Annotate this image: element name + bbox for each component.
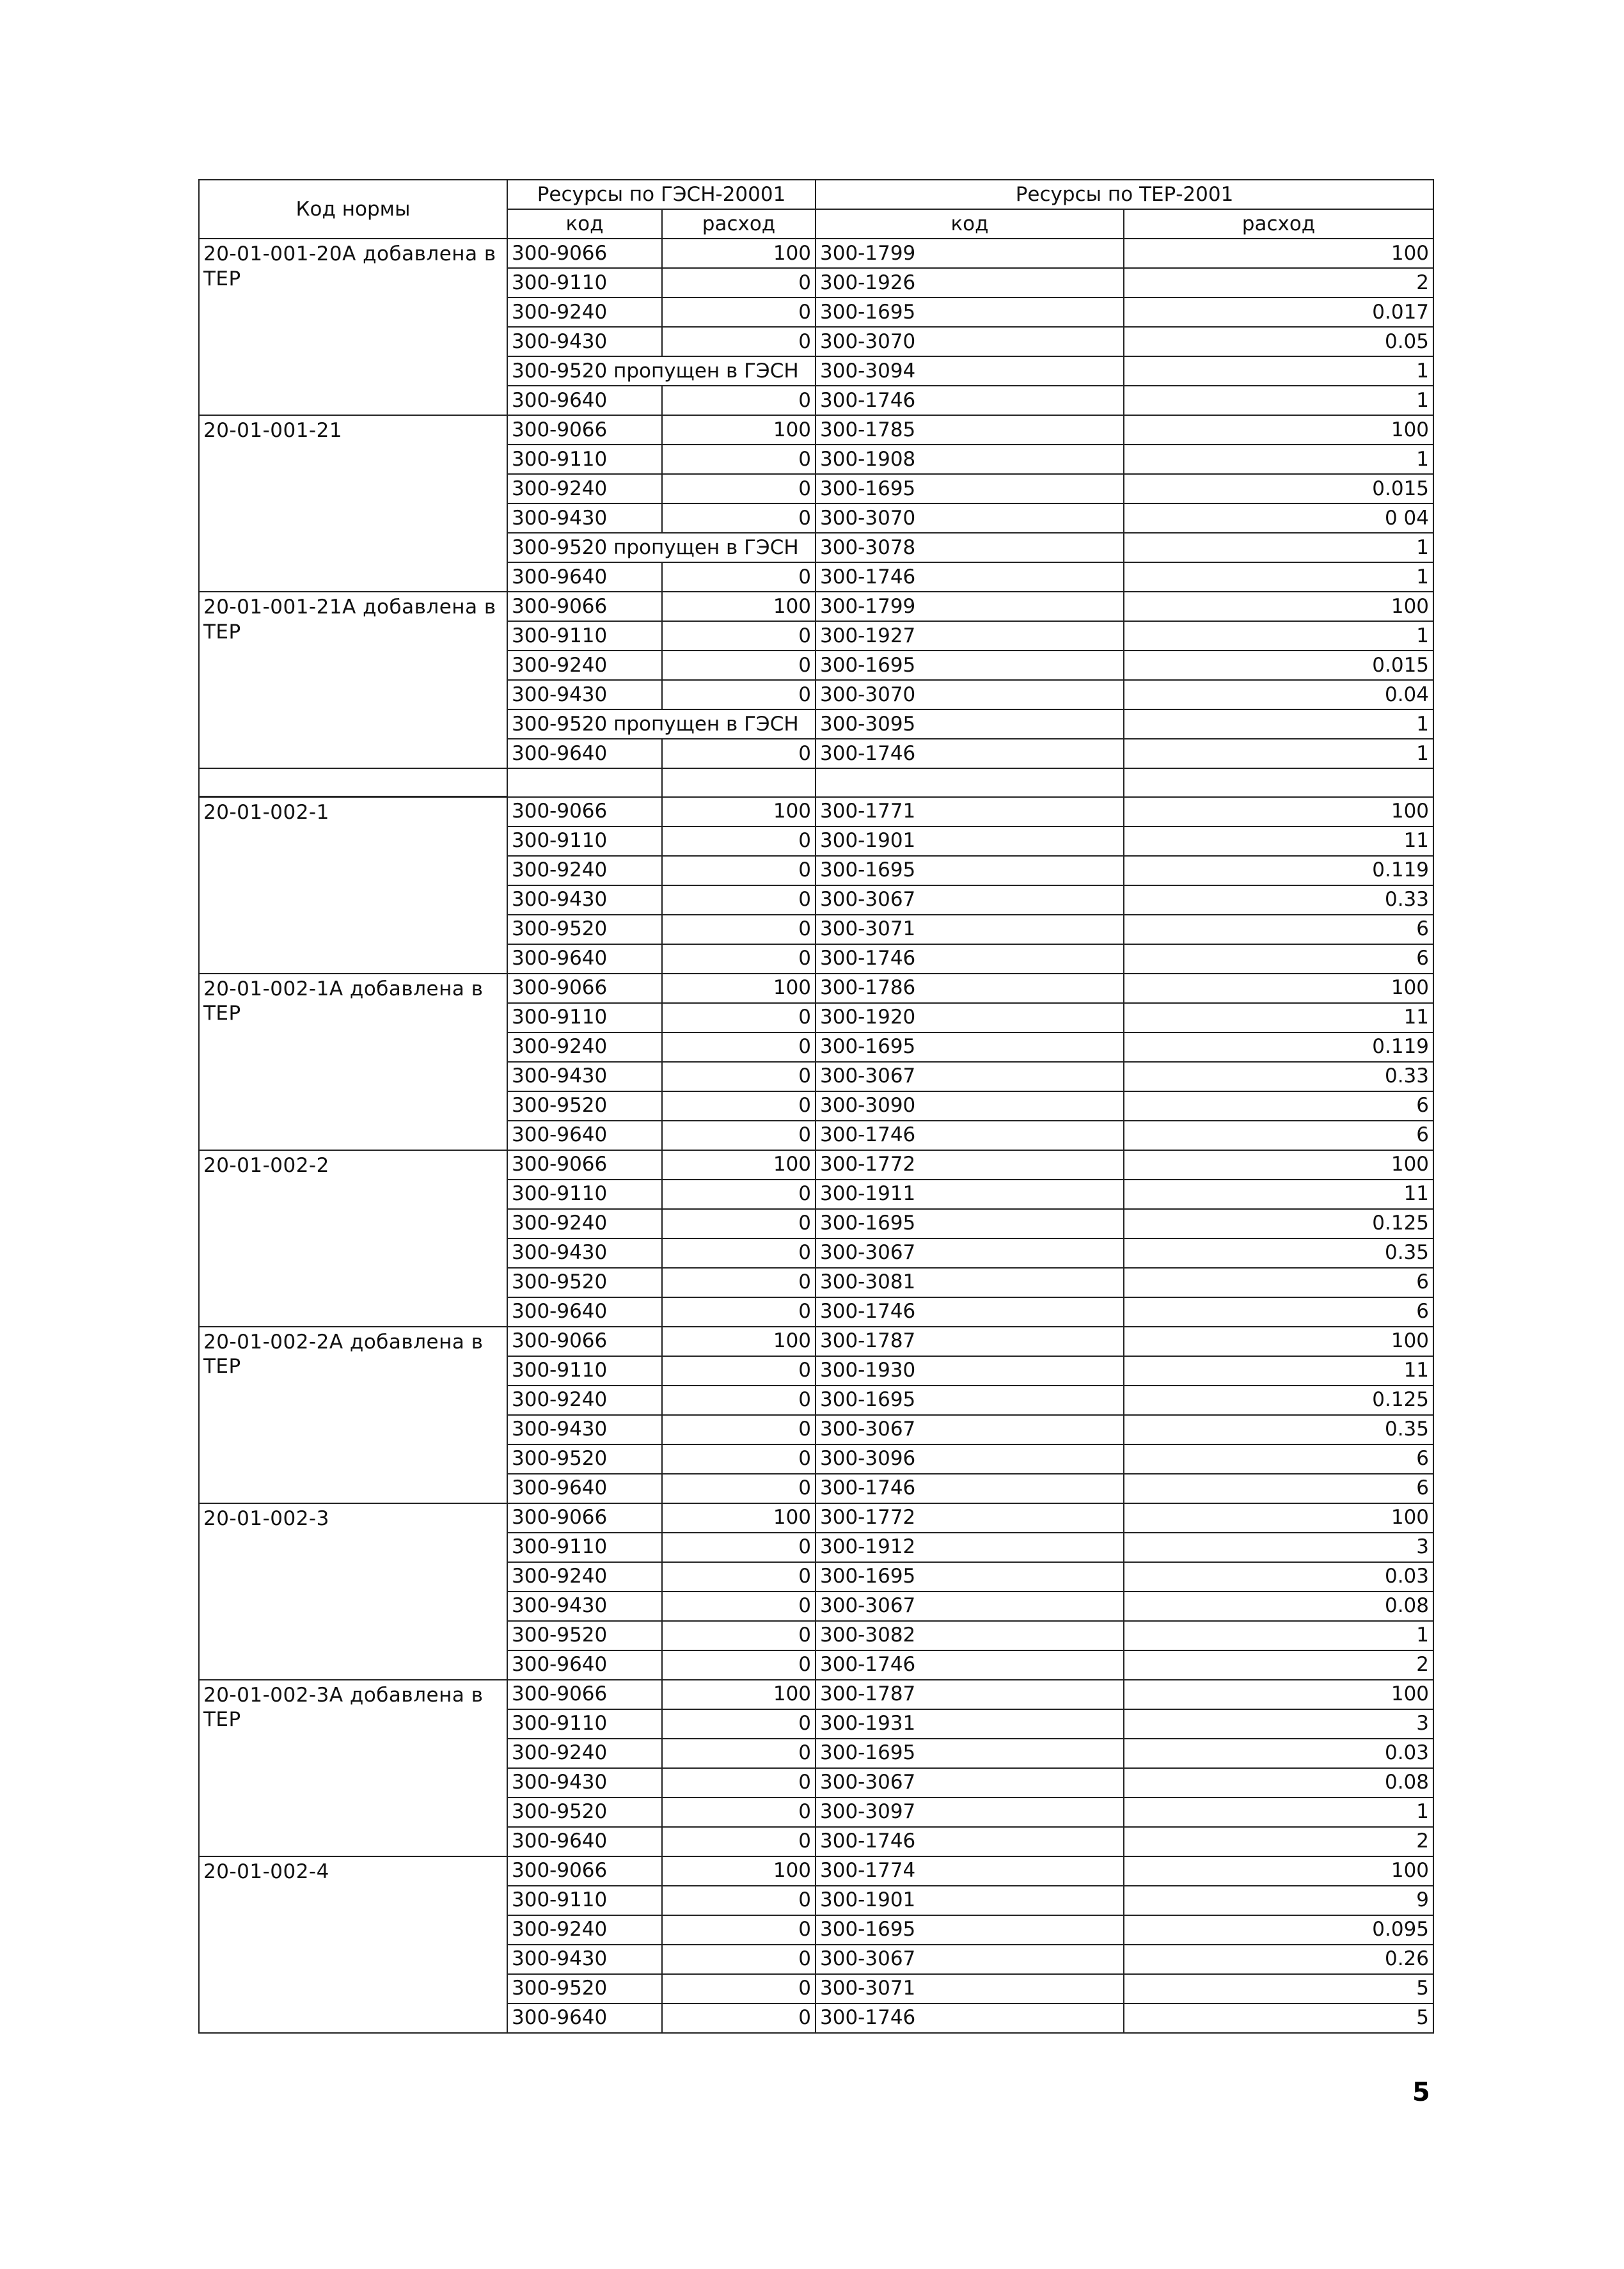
norm-code-cell: 20-01-001-21 — [199, 415, 507, 592]
gesn-code-cell: 300-9240 — [507, 1209, 662, 1238]
ter-code-cell: 300-3070 — [816, 680, 1124, 709]
gesn-code-cell: 300-9110 — [507, 1886, 662, 1915]
norm-code-cell: 20-01-002-3 — [199, 1503, 507, 1680]
gesn-code-cell: 300-9066 — [507, 592, 662, 621]
ter-code-cell: 300-1695 — [816, 856, 1124, 885]
ter-rate-cell: 100 — [1124, 797, 1433, 826]
gesn-code-cell: 300-9520 — [507, 1268, 662, 1297]
ter-code-cell: 300-1772 — [816, 1503, 1124, 1533]
gesn-rate-cell: 0 — [662, 1533, 816, 1562]
empty-cell — [507, 768, 662, 797]
ter-code-cell: 300-1787 — [816, 1680, 1124, 1709]
gesn-rate-cell: 0 — [662, 1444, 816, 1474]
ter-rate-cell: 3 — [1124, 1533, 1433, 1562]
table-body — [199, 239, 1433, 2033]
ter-rate-cell: 100 — [1124, 1150, 1433, 1180]
ter-code-cell: 300-1908 — [816, 445, 1124, 474]
gesn-code-cell: 300-9066 — [507, 1327, 662, 1356]
gesn-code-cell: 300-9520 пропущен в ГЭСН — [507, 709, 816, 739]
gesn-code-cell: 300-9110 — [507, 1356, 662, 1386]
ter-code-cell: 300-3090 — [816, 1091, 1124, 1121]
table-row — [199, 415, 1433, 445]
gesn-rate-cell: 100 — [662, 1503, 816, 1533]
ter-code-cell: 300-1927 — [816, 621, 1124, 651]
ter-rate-header: расход — [1124, 209, 1433, 239]
ter-rate-cell: 100 — [1124, 1856, 1433, 1886]
ter-code-cell: 300-1746 — [816, 2004, 1124, 2033]
ter-rate-cell: 0.119 — [1124, 1032, 1433, 1062]
norm-code-header: Код нормы — [199, 180, 507, 239]
norm-code-cell: 20-01-002-4 — [199, 1856, 507, 2033]
gesn-code-cell: 300-9430 — [507, 1415, 662, 1444]
ter-code-cell: 300-1746 — [816, 1121, 1124, 1150]
ter-code-cell: 300-1746 — [816, 386, 1124, 415]
ter-code-cell: 300-1746 — [816, 1827, 1124, 1856]
empty-cell — [1124, 768, 1433, 797]
gesn-rate-cell: 0 — [662, 268, 816, 297]
ter-rate-cell: 6 — [1124, 1268, 1433, 1297]
gesn-code-cell: 300-9066 — [507, 415, 662, 445]
gesn-code-cell: 300-9430 — [507, 327, 662, 356]
ter-rate-cell: 6 — [1124, 1474, 1433, 1503]
gesn-code-cell: 300-9640 — [507, 1827, 662, 1856]
ter-rate-cell: 1 — [1124, 1621, 1433, 1650]
gesn-rate-cell: 0 — [662, 1180, 816, 1209]
ter-rate-cell: 0.125 — [1124, 1209, 1433, 1238]
ter-code-cell: 300-1901 — [816, 1886, 1124, 1915]
gesn-code-cell: 300-9066 — [507, 797, 662, 826]
gesn-code-cell: 300-9640 — [507, 944, 662, 974]
gesn-rate-cell: 0 — [662, 651, 816, 680]
gesn-code-cell: 300-9520 — [507, 1621, 662, 1650]
ter-code-cell: 300-3067 — [816, 885, 1124, 915]
norm-code-cell: 20-01-002-2А добавлена в ТЕР — [199, 1327, 507, 1503]
gesn-rate-cell: 0 — [662, 562, 816, 592]
ter-rate-cell: 0.26 — [1124, 1945, 1433, 1974]
ter-code-cell: 300-3067 — [816, 1592, 1124, 1621]
gesn-code-cell: 300-9110 — [507, 1533, 662, 1562]
gesn-rate-cell: 0 — [662, 1091, 816, 1121]
gesn-code-cell: 300-9240 — [507, 856, 662, 885]
ter-code-cell: 300-1912 — [816, 1533, 1124, 1562]
gesn-rate-cell: 0 — [662, 1739, 816, 1768]
ter-code-cell: 300-1746 — [816, 1297, 1124, 1327]
gesn-code-cell: 300-9066 — [507, 1680, 662, 1709]
gesn-code-cell: 300-9240 — [507, 1915, 662, 1945]
ter-rate-cell: 0.05 — [1124, 327, 1433, 356]
gesn-code-cell: 300-9240 — [507, 1562, 662, 1592]
norm-code-cell: 20-01-002-1 — [199, 797, 507, 974]
gesn-code-cell: 300-9066 — [507, 1856, 662, 1886]
gesn-code-cell: 300-9430 — [507, 1062, 662, 1091]
gesn-code-cell: 300-9640 — [507, 1297, 662, 1327]
gesn-rate-cell: 100 — [662, 974, 816, 1003]
gesn-rate-cell: 0 — [662, 1798, 816, 1827]
ter-code-cell: 300-1695 — [816, 1032, 1124, 1062]
gesn-code-cell: 300-9240 — [507, 1032, 662, 1062]
gesn-code-cell: 300-9430 — [507, 680, 662, 709]
ter-rate-cell: 6 — [1124, 1444, 1433, 1474]
ter-resources-header: Ресурсы по ТЕР-2001 — [816, 180, 1433, 209]
ter-code-cell: 300-1695 — [816, 1386, 1124, 1415]
ter-rate-cell: 11 — [1124, 1003, 1433, 1032]
gesn-code-cell: 300-9640 — [507, 562, 662, 592]
ter-code-cell: 300-1695 — [816, 1915, 1124, 1945]
gesn-rate-cell: 100 — [662, 797, 816, 826]
empty-cell — [662, 768, 816, 797]
ter-code-cell: 300-1746 — [816, 739, 1124, 768]
gesn-code-cell: 300-9640 — [507, 1121, 662, 1150]
gesn-code-cell: 300-9430 — [507, 1592, 662, 1621]
table-row — [199, 974, 1433, 1003]
ter-code-cell: 300-1695 — [816, 651, 1124, 680]
gesn-rate-cell: 0 — [662, 1121, 816, 1150]
ter-rate-cell: 0.04 — [1124, 680, 1433, 709]
gesn-code-cell: 300-9240 — [507, 1739, 662, 1768]
ter-rate-cell: 1 — [1124, 562, 1433, 592]
gesn-code-cell: 300-9640 — [507, 739, 662, 768]
gesn-rate-cell: 0 — [662, 1562, 816, 1592]
gesn-rate-cell: 0 — [662, 474, 816, 503]
ter-code-cell: 300-3097 — [816, 1798, 1124, 1827]
gesn-rate-cell: 0 — [662, 1386, 816, 1415]
ter-code-cell: 300-1920 — [816, 1003, 1124, 1032]
gesn-code-cell: 300-9110 — [507, 621, 662, 651]
gesn-rate-cell: 100 — [662, 415, 816, 445]
gesn-rate-cell: 0 — [662, 856, 816, 885]
ter-code-cell: 300-3070 — [816, 503, 1124, 533]
gesn-code-cell: 300-9110 — [507, 1180, 662, 1209]
gesn-code-cell: 300-9640 — [507, 386, 662, 415]
ter-rate-cell: 100 — [1124, 592, 1433, 621]
ter-code-cell: 300-3067 — [816, 1062, 1124, 1091]
page-number: 5 — [1412, 2078, 1430, 2107]
ter-rate-cell: 0.125 — [1124, 1386, 1433, 1415]
gesn-rate-cell: 0 — [662, 739, 816, 768]
resource-mapping-table — [198, 179, 1434, 2034]
gesn-rate-cell: 0 — [662, 1650, 816, 1680]
ter-code-cell: 300-1774 — [816, 1856, 1124, 1886]
ter-rate-cell: 2 — [1124, 1827, 1433, 1856]
gesn-rate-cell: 0 — [662, 1003, 816, 1032]
ter-rate-cell: 100 — [1124, 415, 1433, 445]
gesn-rate-cell: 0 — [662, 1621, 816, 1650]
gesn-code-cell: 300-9066 — [507, 1150, 662, 1180]
ter-rate-cell: 0.03 — [1124, 1739, 1433, 1768]
ter-code-cell: 300-1799 — [816, 239, 1124, 268]
gesn-rate-cell: 100 — [662, 1680, 816, 1709]
gesn-code-cell: 300-9066 — [507, 1503, 662, 1533]
ter-code-cell: 300-3067 — [816, 1238, 1124, 1268]
table-row — [199, 1503, 1433, 1533]
gesn-rate-cell: 0 — [662, 1886, 816, 1915]
gesn-code-cell: 300-9430 — [507, 1768, 662, 1798]
norm-code-cell: 20-01-002-3А добавлена в ТЕР — [199, 1680, 507, 1856]
ter-rate-cell: 3 — [1124, 1709, 1433, 1739]
gesn-rate-cell: 0 — [662, 1474, 816, 1503]
gesn-rate-cell: 0 — [662, 1238, 816, 1268]
ter-code-cell: 300-1786 — [816, 974, 1124, 1003]
gesn-code-cell: 300-9520 пропущен в ГЭСН — [507, 356, 816, 386]
ter-code-cell: 300-1746 — [816, 1650, 1124, 1680]
ter-rate-cell: 5 — [1124, 2004, 1433, 2033]
table-row — [199, 1327, 1433, 1356]
ter-rate-cell: 1 — [1124, 533, 1433, 562]
gesn-rate-cell: 0 — [662, 503, 816, 533]
gesn-rate-cell: 100 — [662, 592, 816, 621]
gesn-code-cell: 300-9240 — [507, 651, 662, 680]
gesn-rate-cell: 0 — [662, 1356, 816, 1386]
ter-rate-cell: 1 — [1124, 709, 1433, 739]
gesn-code-cell: 300-9240 — [507, 474, 662, 503]
ter-code-cell: 300-3078 — [816, 533, 1124, 562]
gesn-rate-cell: 100 — [662, 1856, 816, 1886]
spacer-row — [199, 768, 1433, 797]
ter-rate-cell: 1 — [1124, 739, 1433, 768]
gesn-rate-cell: 0 — [662, 445, 816, 474]
gesn-code-cell: 300-9110 — [507, 826, 662, 856]
gesn-code-cell: 300-9066 — [507, 974, 662, 1003]
gesn-rate-cell: 0 — [662, 386, 816, 415]
ter-code-cell: 300-1930 — [816, 1356, 1124, 1386]
norm-code-cell: 20-01-002-2 — [199, 1150, 507, 1327]
gesn-rate-cell: 100 — [662, 1150, 816, 1180]
ter-rate-cell: 0 04 — [1124, 503, 1433, 533]
gesn-code-cell: 300-9430 — [507, 503, 662, 533]
ter-rate-cell: 0.33 — [1124, 1062, 1433, 1091]
gesn-rate-cell: 0 — [662, 1768, 816, 1798]
ter-code-cell: 300-3070 — [816, 327, 1124, 356]
gesn-rate-cell: 0 — [662, 680, 816, 709]
ter-rate-cell: 2 — [1124, 268, 1433, 297]
ter-rate-cell: 0.35 — [1124, 1238, 1433, 1268]
ter-rate-cell: 11 — [1124, 1180, 1433, 1209]
gesn-code-cell: 300-9520 — [507, 1974, 662, 2004]
ter-rate-cell: 100 — [1124, 1503, 1433, 1533]
gesn-rate-cell: 0 — [662, 1415, 816, 1444]
gesn-rate-cell: 100 — [662, 239, 816, 268]
gesn-rate-cell: 0 — [662, 2004, 816, 2033]
gesn-code-cell: 300-9520 — [507, 1798, 662, 1827]
norm-code-cell: 20-01-001-21А добавлена в ТЕР — [199, 592, 507, 768]
table-row — [199, 797, 1433, 826]
gesn-rate-cell: 0 — [662, 885, 816, 915]
ter-rate-cell: 100 — [1124, 974, 1433, 1003]
ter-rate-cell: 0.33 — [1124, 885, 1433, 915]
gesn-code-cell: 300-9520 пропущен в ГЭСН — [507, 533, 816, 562]
ter-rate-cell: 2 — [1124, 1650, 1433, 1680]
empty-cell — [199, 768, 507, 797]
gesn-code-cell: 300-9066 — [507, 239, 662, 268]
gesn-code-cell: 300-9240 — [507, 297, 662, 327]
gesn-rate-cell: 0 — [662, 1945, 816, 1974]
ter-rate-cell: 6 — [1124, 944, 1433, 974]
gesn-rate-cell: 0 — [662, 621, 816, 651]
gesn-rate-cell: 0 — [662, 826, 816, 856]
gesn-code-cell: 300-9520 — [507, 1444, 662, 1474]
ter-rate-cell: 0.015 — [1124, 474, 1433, 503]
ter-code-cell: 300-1931 — [816, 1709, 1124, 1739]
ter-rate-cell: 11 — [1124, 826, 1433, 856]
ter-code-cell: 300-3071 — [816, 915, 1124, 944]
gesn-rate-cell: 0 — [662, 1592, 816, 1621]
ter-code-cell: 300-1695 — [816, 1209, 1124, 1238]
ter-code-cell: 300-3067 — [816, 1768, 1124, 1798]
gesn-rate-header: расход — [662, 209, 816, 239]
ter-code-cell: 300-3081 — [816, 1268, 1124, 1297]
ter-code-cell: 300-1926 — [816, 268, 1124, 297]
ter-code-cell: 300-3067 — [816, 1415, 1124, 1444]
gesn-code-cell: 300-9640 — [507, 1474, 662, 1503]
gesn-code-cell: 300-9110 — [507, 1003, 662, 1032]
gesn-code-cell: 300-9520 — [507, 915, 662, 944]
gesn-rate-cell: 0 — [662, 944, 816, 974]
ter-code-cell: 300-1901 — [816, 826, 1124, 856]
ter-rate-cell: 0.017 — [1124, 297, 1433, 327]
ter-code-cell: 300-1695 — [816, 1562, 1124, 1592]
ter-rate-cell: 0.08 — [1124, 1768, 1433, 1798]
ter-rate-cell: 6 — [1124, 1121, 1433, 1150]
ter-rate-cell: 100 — [1124, 1680, 1433, 1709]
gesn-rate-cell: 0 — [662, 1032, 816, 1062]
ter-rate-cell: 6 — [1124, 915, 1433, 944]
gesn-code-cell: 300-9240 — [507, 1386, 662, 1415]
ter-rate-cell: 0.119 — [1124, 856, 1433, 885]
gesn-rate-cell: 0 — [662, 1297, 816, 1327]
gesn-rate-cell: 0 — [662, 1709, 816, 1739]
ter-rate-cell: 100 — [1124, 1327, 1433, 1356]
ter-code-cell: 300-3067 — [816, 1945, 1124, 1974]
ter-code-cell: 300-1695 — [816, 297, 1124, 327]
ter-code-cell: 300-1746 — [816, 1474, 1124, 1503]
ter-rate-cell: 0.015 — [1124, 651, 1433, 680]
gesn-code-cell: 300-9520 — [507, 1091, 662, 1121]
ter-rate-cell: 0.35 — [1124, 1415, 1433, 1444]
gesn-rate-cell: 0 — [662, 297, 816, 327]
ter-code-cell: 300-1695 — [816, 1739, 1124, 1768]
gesn-code-header: код — [507, 209, 662, 239]
ter-rate-cell: 6 — [1124, 1297, 1433, 1327]
ter-code-cell: 300-3082 — [816, 1621, 1124, 1650]
ter-code-cell: 300-3071 — [816, 1974, 1124, 2004]
gesn-rate-cell: 0 — [662, 1974, 816, 2004]
gesn-code-cell: 300-9640 — [507, 2004, 662, 2033]
gesn-rate-cell: 0 — [662, 1915, 816, 1945]
ter-code-header: код — [816, 209, 1124, 239]
gesn-rate-cell: 0 — [662, 1062, 816, 1091]
ter-code-cell: 300-1785 — [816, 415, 1124, 445]
ter-code-cell: 300-1772 — [816, 1150, 1124, 1180]
norm-code-cell: 20-01-001-20А добавлена в ТЕР — [199, 239, 507, 415]
ter-rate-cell: 5 — [1124, 1974, 1433, 2004]
gesn-rate-cell: 0 — [662, 1209, 816, 1238]
table-row — [199, 1680, 1433, 1709]
gesn-rate-cell: 0 — [662, 1268, 816, 1297]
ter-rate-cell: 0.08 — [1124, 1592, 1433, 1621]
gesn-rate-cell: 100 — [662, 1327, 816, 1356]
gesn-code-cell: 300-9430 — [507, 1238, 662, 1268]
ter-rate-cell: 11 — [1124, 1356, 1433, 1386]
gesn-code-cell: 300-9110 — [507, 445, 662, 474]
gesn-resources-header: Ресурсы по ГЭСН-20001 — [507, 180, 816, 209]
ter-code-cell: 300-3096 — [816, 1444, 1124, 1474]
ter-rate-cell: 1 — [1124, 386, 1433, 415]
gesn-code-cell: 300-9640 — [507, 1650, 662, 1680]
ter-rate-cell: 1 — [1124, 1798, 1433, 1827]
ter-code-cell: 300-1911 — [816, 1180, 1124, 1209]
ter-rate-cell: 0.095 — [1124, 1915, 1433, 1945]
gesn-code-cell: 300-9110 — [507, 268, 662, 297]
table-row — [199, 239, 1433, 268]
ter-code-cell: 300-1746 — [816, 562, 1124, 592]
ter-rate-cell: 0.03 — [1124, 1562, 1433, 1592]
gesn-code-cell: 300-9110 — [507, 1709, 662, 1739]
ter-code-cell: 300-1787 — [816, 1327, 1124, 1356]
norm-code-cell: 20-01-002-1А добавлена в ТЕР — [199, 974, 507, 1150]
table-row — [199, 1856, 1433, 1886]
ter-code-cell: 300-3094 — [816, 356, 1124, 386]
ter-code-cell: 300-3095 — [816, 709, 1124, 739]
gesn-rate-cell: 0 — [662, 1827, 816, 1856]
gesn-code-cell: 300-9430 — [507, 1945, 662, 1974]
table-row — [199, 592, 1433, 621]
gesn-rate-cell: 0 — [662, 327, 816, 356]
gesn-code-cell: 300-9430 — [507, 885, 662, 915]
ter-rate-cell: 1 — [1124, 445, 1433, 474]
ter-code-cell: 300-1695 — [816, 474, 1124, 503]
gesn-rate-cell: 0 — [662, 915, 816, 944]
ter-rate-cell: 6 — [1124, 1091, 1433, 1121]
ter-code-cell: 300-1799 — [816, 592, 1124, 621]
ter-code-cell: 300-1746 — [816, 944, 1124, 974]
ter-rate-cell: 100 — [1124, 239, 1433, 268]
ter-code-cell: 300-1771 — [816, 797, 1124, 826]
table-row — [199, 1150, 1433, 1180]
ter-rate-cell: 1 — [1124, 356, 1433, 386]
ter-rate-cell: 9 — [1124, 1886, 1433, 1915]
table-header — [199, 180, 1433, 239]
empty-cell — [816, 768, 1124, 797]
ter-rate-cell: 1 — [1124, 621, 1433, 651]
